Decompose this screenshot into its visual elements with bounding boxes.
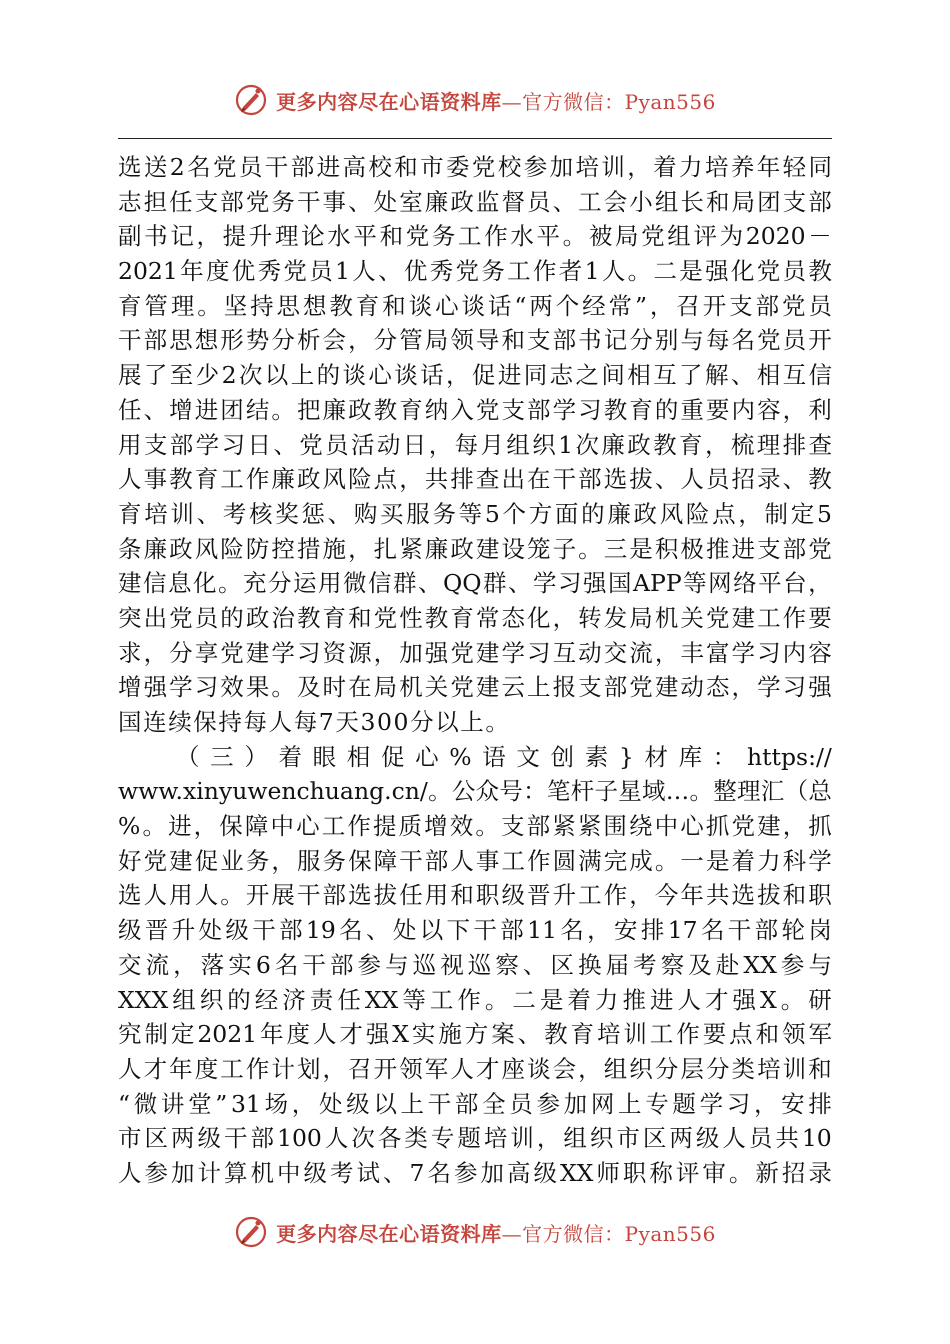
text-line: 育 管 理 。 坚 持 思 想 教 育 和 谈 心 谈 话 “ 两 个 经 常 ” ， 召 开 支 部 党 员 — [118, 291, 832, 320]
text-line: 级 晋 升 处 级 干 部 19 名 、 处 以 下 干 部 11 名 ， 安 排 17 名 干 部 轮 岗 — [118, 916, 832, 945]
text-line: （ 三 ） 着 眼 相 促 心 % 语 文 创 素 } 材 库 ： https:// — [176, 742, 832, 771]
text-line: 好 党 建 促 业 务 ， 服 务 保 障 干 部 人 事 工 作 圆 满 完 成 。 一 是 着 力 科 学 — [118, 846, 832, 875]
text-line: 2021 年 度 优 秀 党 员 1 人 、 优 秀 党 务 工 作 者 1 人 。 二 是 强 化 党 员 教 — [118, 257, 832, 286]
text-line: www.xinyuwenchuang.cn/ 。 公 众 号 ： 笔 杆 子 星 域 … 。 整 理 汇 （ 总 — [118, 777, 832, 806]
text-line: 增 强 学 习 效 果 。 及 时 在 局 机 关 党 建 云 上 报 支 部 党 建 动 态 ， 学 习 强 — [118, 673, 832, 702]
text-line: 选 送 2 名 党 员 干 部 进 高 校 和 市 委 党 校 参 加 培 训 ， 着 力 培 养 年 轻 同 — [118, 153, 832, 181]
text-line: 干 部 思 想 形 势 分 析 会 ， 分 管 局 领 导 和 支 部 书 记 分 别 与 每 名 党 员 开 — [118, 326, 832, 355]
text-line: % 。 进 ， 保 障 中 心 工 作 提 质 增 效 。 支 部 紧 紧 围 绕 中 心 抓 党 建 ， 抓 — [118, 812, 832, 841]
text-line: 人 事 教 育 工 作 廉 政 风 险 点 ， 共 排 查 出 在 干 部 选 拔 、 人 员 招 录 、 教 — [118, 465, 832, 494]
header-watermark-banner — [0, 80, 950, 120]
text-line: 人 参 加 计 算 机 中 级 考 试 、 7 名 参 加 高 级 XX 师 职 称 评 审 。 新 招 录 — [118, 1158, 832, 1187]
text-line: “ 微 讲 堂 ” 31 场 ， 处 级 以 上 干 部 全 员 参 加 网 上 专 题 学 习 ， 安 排 — [118, 1089, 832, 1118]
pen-logo-icon — [234, 1215, 268, 1249]
text-line: 育 培 训 、 考 核 奖 惩 、 购 买 服 务 等 5 个 方 面 的 廉 政 风 险 点 ， 制 定 5 — [118, 499, 832, 528]
text-line: 条 廉 政 风 险 防 控 措 施 ， 扎 紧 廉 政 建 设 笼 子 。 三 是 积 极 推 进 支 部 党 — [118, 534, 832, 563]
text-line: 国连续保持每人每7天300分以上。 — [118, 708, 511, 736]
pen-logo-icon — [234, 83, 268, 117]
text-line: 选 人 用 人 。 开 展 干 部 选 拔 任 用 和 职 级 晋 升 工 作 ， 今 年 共 选 拔 和 职 — [118, 881, 832, 910]
text-line: 究 制 定 2021 年 度 人 才 强 X 实 施 方 案 、 教 育 培 训 工 作 要 点 和 领 军 — [118, 1020, 832, 1049]
header-rule — [118, 138, 832, 139]
text-line: 展 了 至 少 2 次 以 上 的 谈 心 谈 话 ， 促 进 同 志 之 间 相 互 了 解 、 相 互 信 — [118, 361, 832, 390]
text-line: XXX 组 织 的 经 济 责 任 XX 等 工 作 。 二 是 着 力 推 进 人 才 强 X 。 研 — [118, 985, 832, 1014]
text-line: 市 区 两 级 干 部 100 人 次 各 类 专 题 培 训 ， 组 织 市 区 两 级 人 员 共 10 — [118, 1124, 832, 1153]
document-body — [118, 150, 832, 1191]
text-line: 求 ， 分 享 党 建 学 习 资 源 ， 加 强 党 建 学 习 互 动 交 流 ， 丰 富 学 习 内 容 — [118, 638, 832, 667]
text-line: 副 书 记 ， 提 升 理 论 水 平 和 党 务 工 作 水 平 。 被 局 党 组 评 为 2020 － — [118, 222, 832, 251]
text-line: 交 流 ， 落 实 6 名 干 部 参 与 巡 视 巡 察 、 区 换 届 考 察 及 赴 XX 参 与 — [118, 950, 832, 979]
banner-text: 更多内容尽在心语资料库—官方微信：Pyan556 — [276, 89, 716, 114]
text-line: 志 担 任 支 部 党 务 干 事 、 处 室 廉 政 监 督 员 、 工 会 小 组 长 和 局 团 支 部 — [118, 187, 832, 216]
text-line: 建 信 息 化 。 充 分 运 用 微 信 群 、 QQ 群 、 学 习 强 国 APP 等 网 络 平 台 ， — [118, 569, 832, 598]
text-line: 突 出 党 员 的 政 治 教 育 和 党 性 教 育 常 态 化 ， 转 发 局 机 关 党 建 工 作 要 — [118, 603, 832, 632]
text-line: 人 才 年 度 工 作 计 划 ， 召 开 领 军 人 才 座 谈 会 ， 组 织 分 层 分 类 培 训 和 — [118, 1054, 832, 1083]
text-line: 用 支 部 学 习 日 、 党 员 活 动 日 ， 每 月 组 织 1 次 廉 政 教 育 ， 梳 理 排 查 — [118, 430, 832, 459]
banner-text: 更多内容尽在心语资料库—官方微信：Pyan556 — [276, 1221, 716, 1246]
text-line: 任 、 增 进 团 结 。 把 廉 政 教 育 纳 入 党 支 部 学 习 教 育 的 重 要 内 容 ， 利 — [118, 395, 832, 424]
footer-watermark-banner — [0, 1212, 950, 1252]
